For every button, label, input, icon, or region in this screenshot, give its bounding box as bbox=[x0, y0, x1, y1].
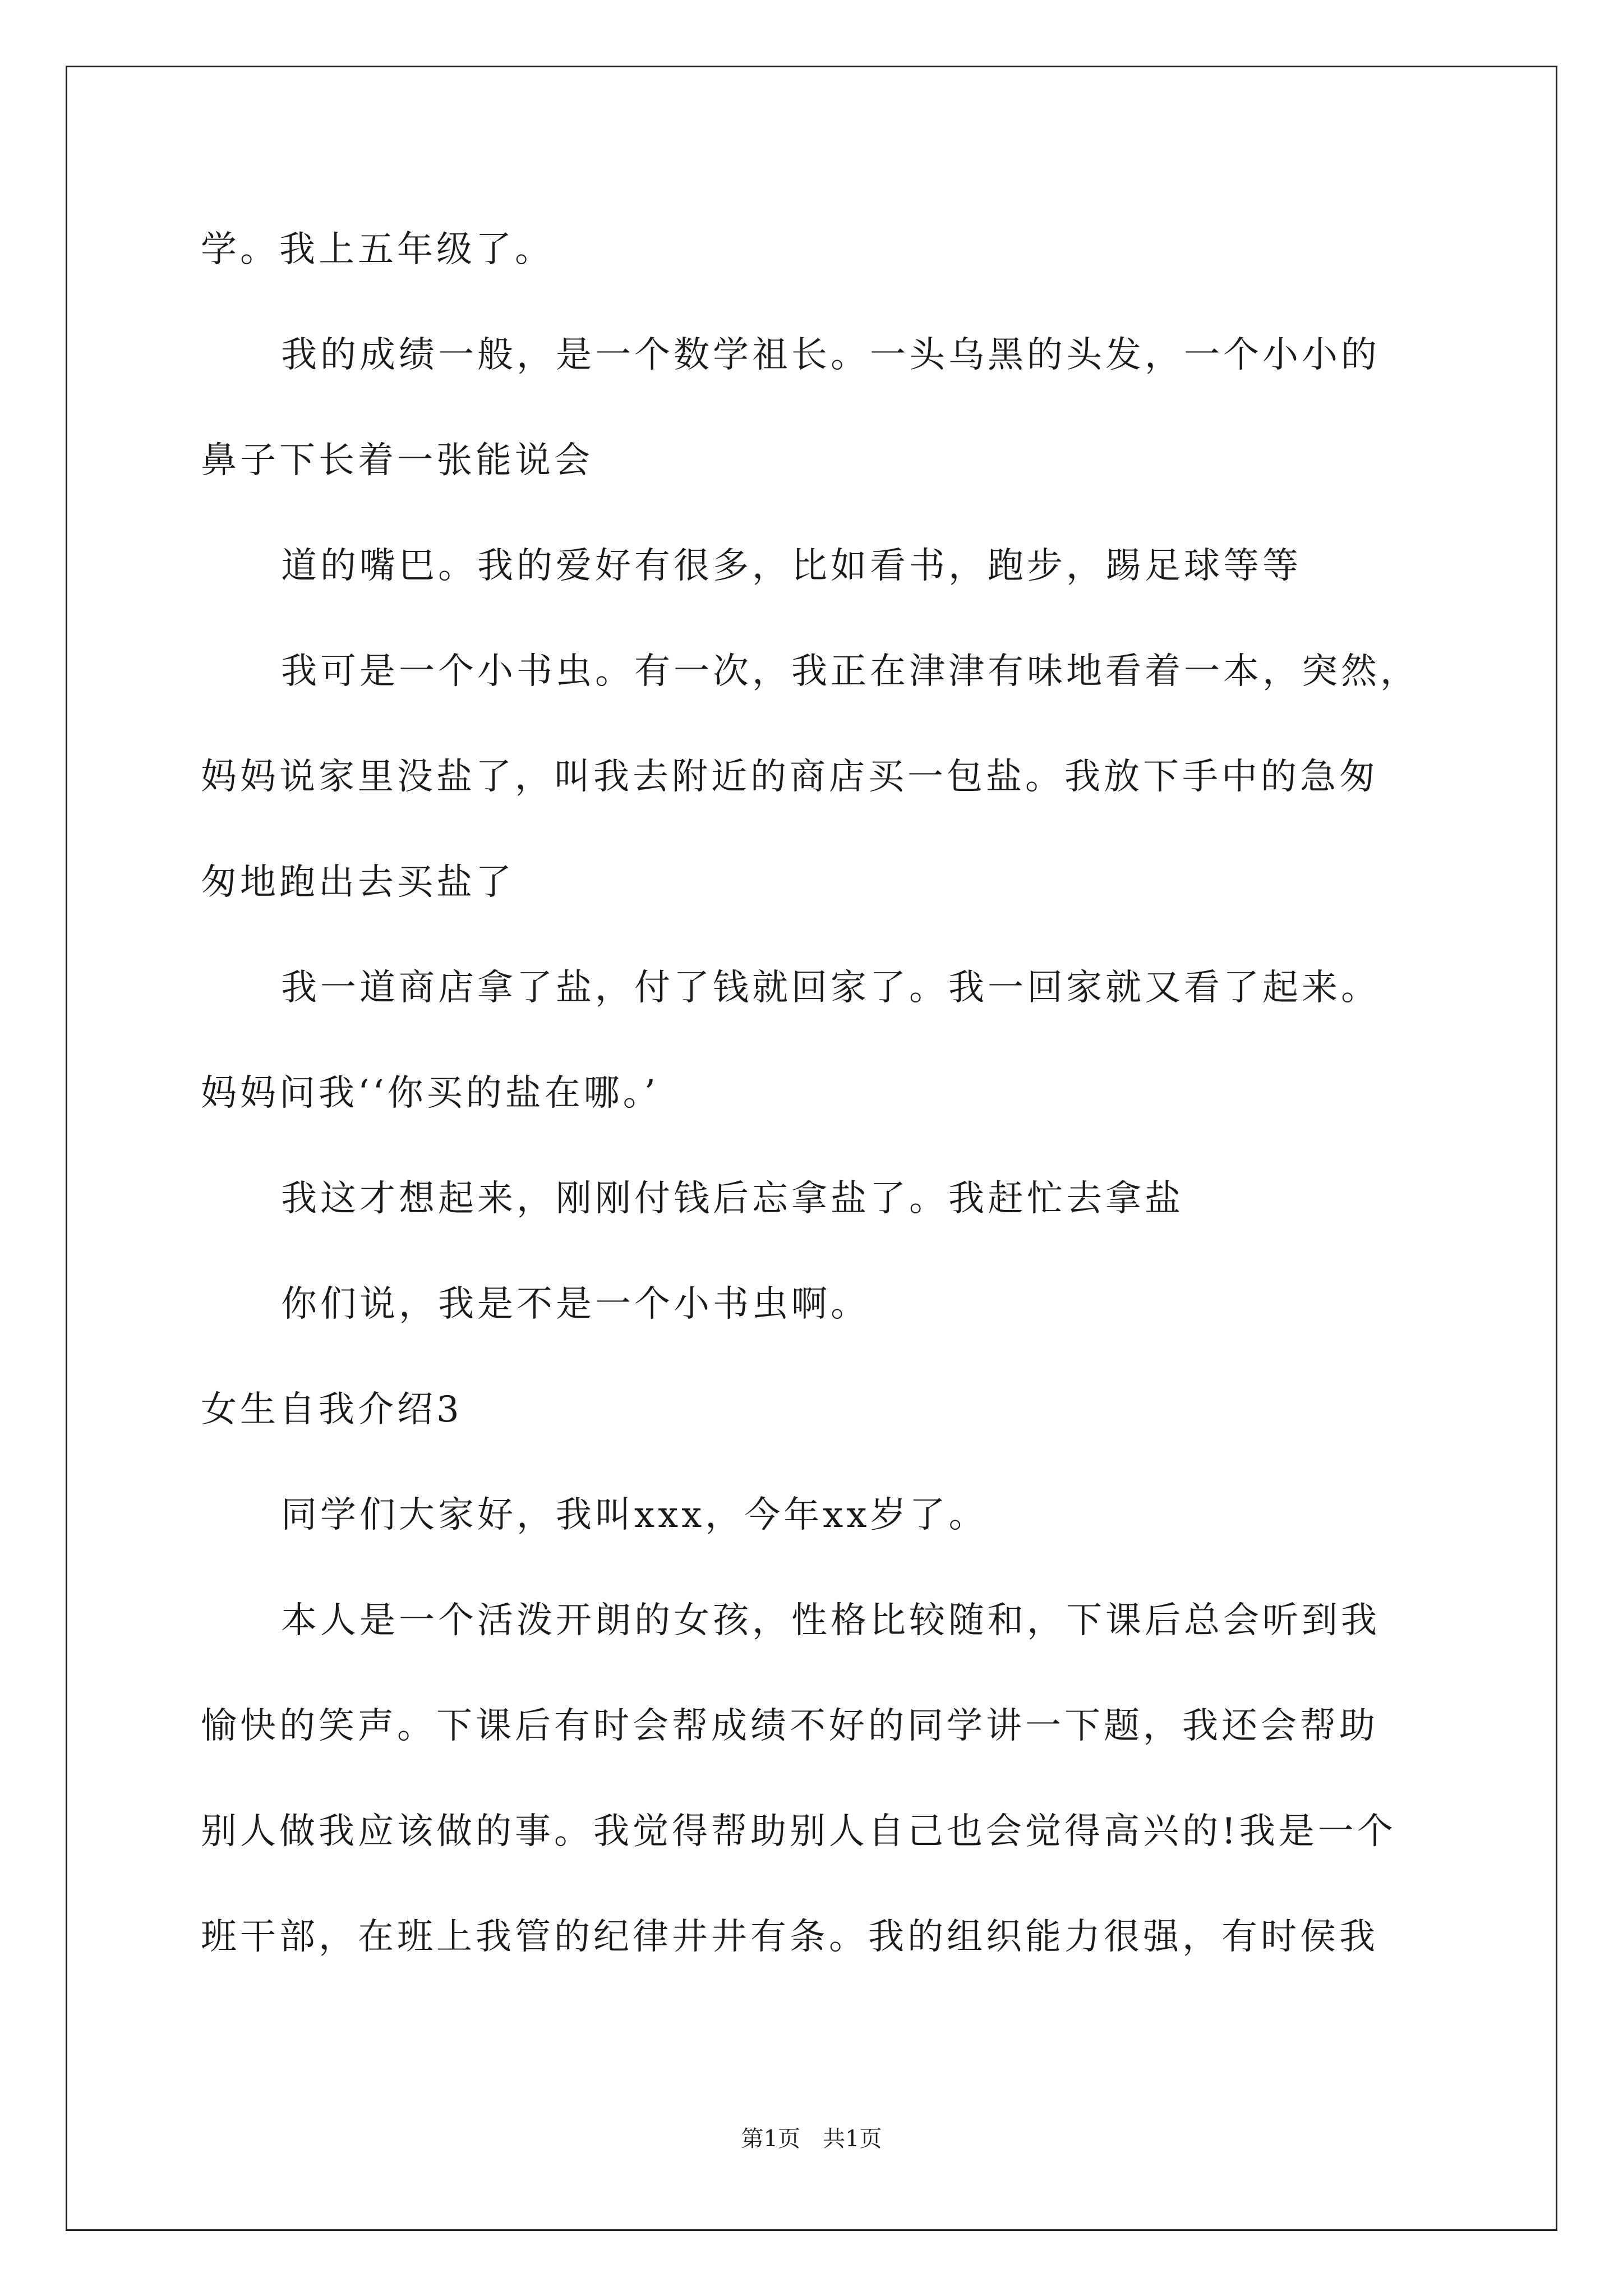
text-line: 匆地跑出去买盐了 bbox=[201, 862, 515, 903]
page-footer bbox=[0, 2122, 1623, 2156]
text-line: 我的成绩一般，是一个数学祖长。一头乌黑的头发，一个小小的 bbox=[281, 334, 1380, 376]
text-line: 学。我上五年级了。 bbox=[201, 229, 554, 270]
text-line: 本人是一个活泼开朗的女孩，性格比较随和，下课后总会听到我 bbox=[281, 1600, 1380, 1641]
text-line: 别人做我应该做的事。我觉得帮助别人自己也会觉得高兴的!我是一个 bbox=[201, 1811, 1396, 1852]
page-total: 共1页 bbox=[823, 2126, 882, 2152]
text-line: 道的嘴巴。我的爱好有很多，比如看书，跑步，踢足球等等 bbox=[281, 545, 1302, 587]
text-line: 妈妈说家里没盐了，叫我去附近的商店买一包盐。我放下手中的急匆 bbox=[201, 756, 1378, 798]
text-line: 你们说，我是不是一个小书虫啊。 bbox=[281, 1283, 870, 1325]
text-line: 我这才想起来，刚刚付钱后忘拿盐了。我赶忙去拿盐 bbox=[281, 1178, 1184, 1220]
page-number: 第1页 bbox=[741, 2126, 800, 2152]
section-heading: 女生自我介绍3 bbox=[201, 1389, 463, 1430]
text-line: 鼻子下长着一张能说会 bbox=[201, 440, 593, 481]
text-line: 妈妈问我‘‘你买的盐在哪。’ bbox=[201, 1073, 660, 1114]
text-line: 班干部，在班上我管的纪律井井有条。我的组织能力很强，有时侯我 bbox=[201, 1916, 1378, 1958]
text-line: 同学们大家好，我叫xxx，今年xx岁了。 bbox=[281, 1494, 988, 1536]
text-line: 我可是一个小书虫。有一次，我正在津津有味地看着一本，突然， bbox=[281, 651, 1419, 692]
text-line: 愉快的笑声。下课后有时会帮成绩不好的同学讲一下题，我还会帮助 bbox=[201, 1705, 1378, 1747]
document-body bbox=[201, 213, 1435, 2006]
text-line: 我一道商店拿了盐，付了钱就回家了。我一回家就又看了起来。 bbox=[281, 967, 1380, 1009]
